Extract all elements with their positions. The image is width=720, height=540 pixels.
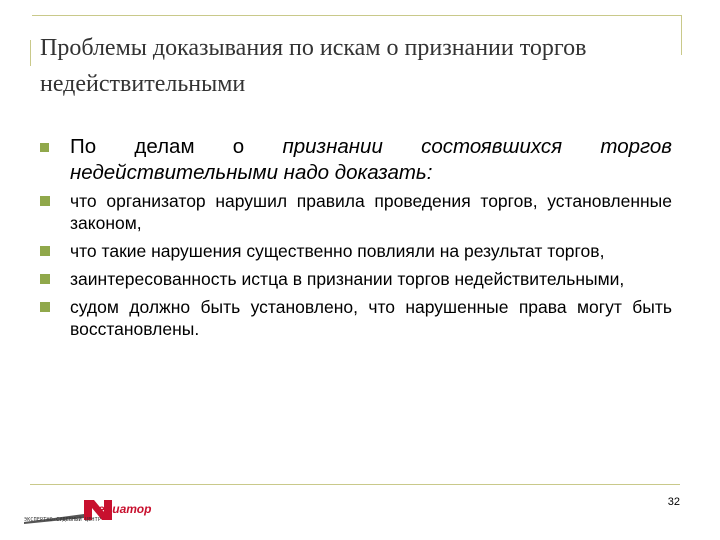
list-item [40, 268, 672, 290]
footer-line [30, 484, 680, 485]
square-bullet-icon [40, 274, 50, 284]
square-bullet-icon [40, 302, 50, 312]
slide-title: Проблемы доказывания по искам о признании торгов недействительными [40, 35, 587, 97]
list-item-text: что организатор нарушил правила проведения торгов, установленные законом, [70, 191, 672, 233]
list-item [40, 240, 672, 262]
frame-top-line [32, 15, 682, 16]
frame-right-line [681, 15, 682, 55]
list-item-text: заинтересованность истца в признании торгов недействительными, [70, 269, 625, 289]
list-item [40, 296, 672, 340]
lead-emphasis: признании состоявшихся торгов недействительными надо доказать: [70, 135, 672, 184]
list-item-text: судом должно быть установлено, что нарушенные права могут быть восстановлены. [70, 297, 672, 339]
list-item-text: что такие нарушения существенно повлияли на результат торгов, [70, 241, 605, 261]
logo-subtext: ЭКСПЕРТНО-СУДЕБНЫЙ ЦЕНТР [24, 517, 102, 523]
list-item [40, 190, 672, 234]
logo-text: едиатор [98, 502, 152, 516]
square-bullet-icon [40, 143, 49, 152]
bullet-list [40, 134, 672, 346]
lead-prefix: По делам о [70, 135, 283, 158]
page-number: 32 [667, 496, 680, 508]
square-bullet-icon [40, 246, 50, 256]
frame-left-line [30, 40, 31, 66]
lead-bullet [40, 134, 672, 186]
square-bullet-icon [40, 196, 50, 206]
